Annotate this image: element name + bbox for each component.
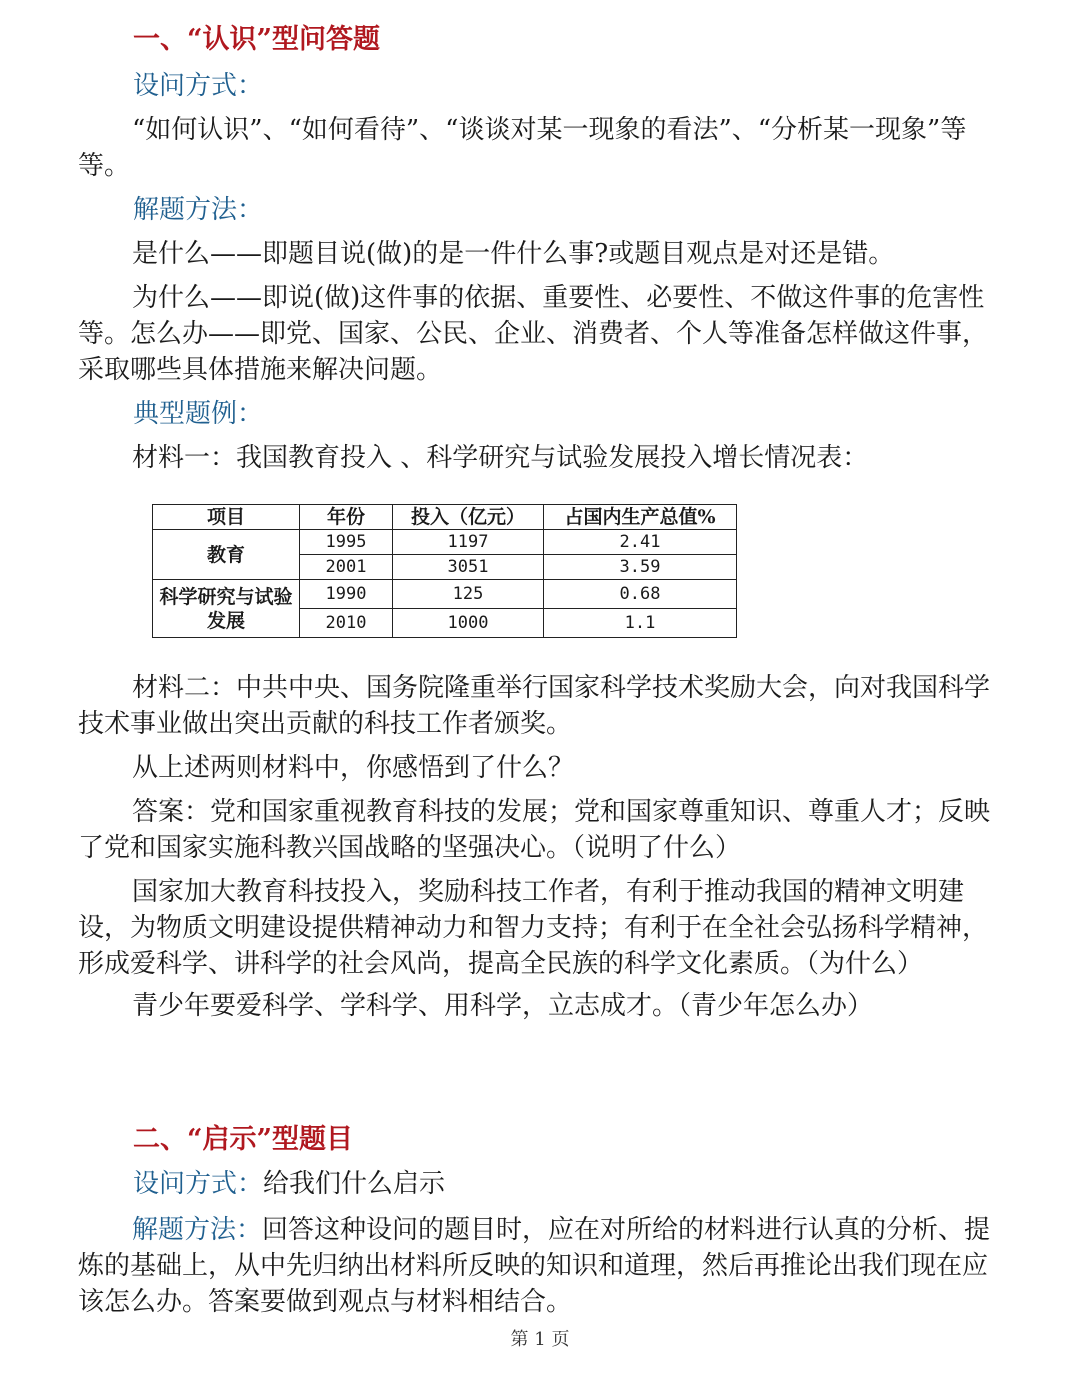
section2-heading: 二、“启示”型题目 [133,1124,354,1155]
table-category-cell: 科学研究与试验发展 [153,580,300,638]
table-header-cell: 占国内生产总值% [544,505,737,530]
section2-method-label: 解题方法： [132,1215,263,1245]
section1-heading: 一、“认识”型问答题 [133,24,381,55]
table-cell: 1990 [300,580,393,609]
table-header-cell: 年份 [300,505,393,530]
table-cell: 1995 [300,530,393,555]
table-row [153,580,737,609]
section1-answer3: 青少年要爱科学、学科学、用科学，立志成才。（青少年怎么办） [132,991,874,1021]
section1-question: 从上述两则材料中，你感悟到了什么？ [132,753,575,783]
table-cell: 2.41 [544,530,737,555]
section1-material1: 材料一：我国教育投入 、科学研究与试验发展投入增长情况表： [132,443,869,473]
section1-method-p1: 是什么——即题目说(做)的是一件什么事?或题目观点是对还是错。 [132,239,895,269]
page-number: 第 1 页 [510,1329,570,1350]
table-cell: 0.68 [544,580,737,609]
table-cell: 1000 [393,609,544,638]
section2-method-text: 回答这种设问的题目时，应在对所给的材料进行认真的分析、提炼的基础上，从中先归纳出材料所反映的知识和道理，然后再推论出我们现在应该怎么办。答案要做到观点与材料相结合。 [78,1215,991,1317]
section2-ask-label: 设问方式： [133,1169,264,1199]
section1-ask-text: “如何认识”、“如何看待”、“谈谈对某一现象的看法”、“分析某一现象”等等。 [78,115,967,181]
investment-table [152,504,737,638]
section2-ask-text: 给我们什么启示 [263,1169,446,1199]
table-cell: 1.1 [544,609,737,638]
section1-answer1: 答案：党和国家重视教育科技的发展；党和国家尊重知识、尊重人才；反映了党和国家实施科教兴国战略的坚强决心。（说明了什么） [78,797,991,863]
section1-example-label: 典型题例： [133,399,264,429]
table-category-cell: 教育 [153,530,300,580]
table-cell: 1197 [393,530,544,555]
section1-answer2: 国家加大教育科技投入，奖励科技工作者，有利于推动我国的精神文明建设，为物质文明建设提供精神动力和智力支持；有利于在全社会弘扬科学精神，形成爱科学、讲科学的社会风尚，提高全民族的科学文化素质。（为什么） [78,877,989,979]
table-cell: 125 [393,580,544,609]
section1-method-label: 解题方法： [133,195,264,225]
section2-method [78,1212,1008,1320]
section1-material2: 材料二：中共中央、国务院隆重举行国家科学技术奖励大会，向对我国科学技术事业做出突出贡献的科技工作者颁奖。 [78,673,991,739]
table-header-cell: 项目 [153,505,300,530]
table-cell: 2010 [300,609,393,638]
section1-method-p2: 为什么——即说(做)这件事的依据、重要性、必要性、不做这件事的危害性等。怎么办——即党、国家、公民、企业、消费者、个人等准备怎样做这件事，采取哪些具体措施来解决问题。 [78,283,989,385]
section1-ask-label: 设问方式： [133,71,264,101]
table-cell: 2001 [300,555,393,580]
table-row [153,530,737,555]
table-cell: 3051 [393,555,544,580]
table-cell: 3.59 [544,555,737,580]
table-header-cell: 投入（亿元） [393,505,544,530]
section2-ask [133,1166,1008,1202]
table-header-row [153,505,737,530]
